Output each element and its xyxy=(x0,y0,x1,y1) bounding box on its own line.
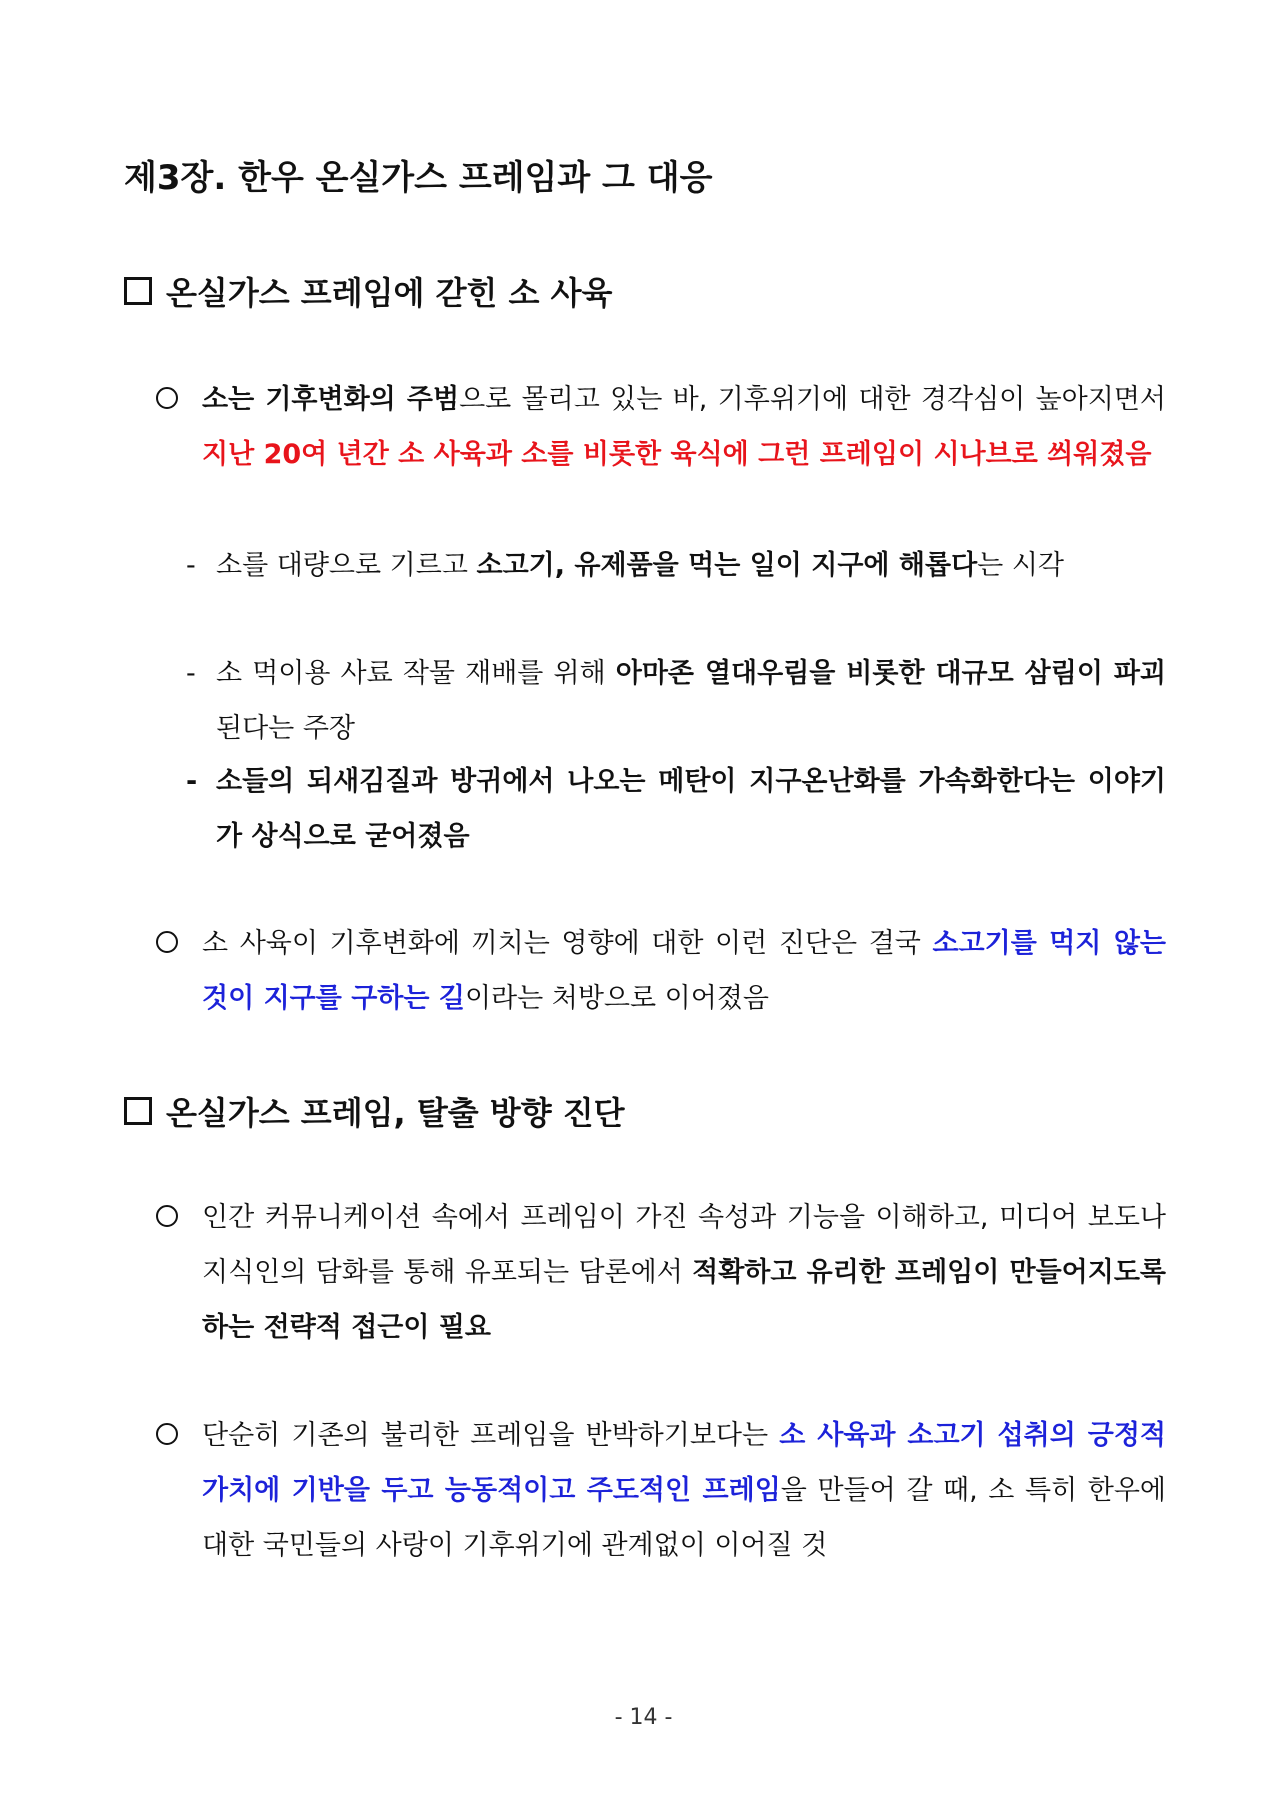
emphasis-red: 지난 20여 년간 소 사육과 소를 비롯한 육식에 그런 프레임이 시나브로 씌워졌음 xyxy=(202,439,1152,470)
plain-text: 을 만들어 갈 때, 소 특히 한우에 대한 국민들의 사랑이 기후위기에 관계없이 이어질 것 xyxy=(202,1475,1167,1561)
chapter-title: 제3장. 한우 온실가스 프레임과 그 대응 xyxy=(124,158,713,198)
circle-bullet-icon xyxy=(156,931,178,953)
plain-text: 이라는 처방으로 이어졌음 xyxy=(464,983,770,1014)
dash-paragraph xyxy=(186,538,1166,593)
emphasis-blue: 소 사육과 소고기 섭취의 긍정적 가치에 기반을 두고 능동적이고 주도적인 프레임 xyxy=(202,1420,1166,1506)
dash-icon: - xyxy=(186,550,196,581)
emphasis-bold: 적확하고 유리한 프레임이 만들어지도록 하는 전략적 접근이 필요 xyxy=(202,1257,1167,1343)
emphasis-blue: 소고기를 먹지 않는 것이 지구를 구하는 길 xyxy=(202,928,1166,1014)
bullet-text xyxy=(202,1408,1166,1573)
dash-text xyxy=(216,538,1166,593)
dash-text xyxy=(216,754,1166,864)
section-heading-2 xyxy=(124,1088,625,1134)
emphasis-bold: 소는 기후변화의 주범 xyxy=(202,384,460,415)
plain-text: 인간 커뮤니케이션 속에서 프레임이 가진 속성과 기능을 이해하고, 미디어 보도나 지식인의 담화를 통해 유포되는 담론에서 xyxy=(202,1202,1166,1288)
emphasis-bold: 아마존 열대우림을 비롯한 대규모 삼림이 파괴 xyxy=(615,658,1166,689)
circle-bullet-icon xyxy=(156,387,178,409)
bullet-paragraph xyxy=(156,916,1166,1026)
square-box-icon xyxy=(124,277,152,305)
dash-text xyxy=(216,646,1166,756)
dash-paragraph xyxy=(186,646,1166,756)
plain-text: 으로 몰리고 있는 바, 기후위기에 대한 경각심이 높아지면서 xyxy=(459,384,1166,415)
section-heading-text: 온실가스 프레임, 탈출 방향 진단 xyxy=(166,1094,625,1132)
circle-bullet-icon xyxy=(156,1423,178,1445)
plain-text: 소를 대량으로 기르고 xyxy=(216,550,477,581)
dash-icon: - xyxy=(186,766,198,797)
bullet-text xyxy=(202,1190,1166,1355)
section-heading-1 xyxy=(124,268,612,314)
plain-text: 는 시각 xyxy=(977,550,1064,581)
bullet-text xyxy=(202,916,1166,1026)
plain-text: 단순히 기존의 불리한 프레임을 반박하기보다는 xyxy=(202,1420,780,1451)
section-heading-text: 온실가스 프레임에 갇힌 소 사육 xyxy=(166,274,613,312)
bullet-paragraph xyxy=(156,1190,1166,1355)
dash-icon: - xyxy=(186,658,196,689)
plain-text: 된다는 주장 xyxy=(216,713,355,744)
bullet-text xyxy=(202,372,1166,482)
emphasis-bold: 소들의 되새김질과 방귀에서 나오는 메탄이 지구온난화를 가속화한다는 이야기가 상식으로 굳어졌음 xyxy=(216,766,1166,852)
plain-text: 소 사육이 기후변화에 끼치는 영향에 대한 이런 진단은 결국 xyxy=(202,928,933,959)
square-box-icon xyxy=(124,1097,152,1125)
page-number: - 14 - xyxy=(614,1705,673,1730)
bullet-paragraph xyxy=(156,372,1166,482)
bullet-paragraph xyxy=(156,1408,1166,1573)
emphasis-bold: 소고기, 유제품을 먹는 일이 지구에 해롭다 xyxy=(476,550,978,581)
plain-text: 소 먹이용 사료 작물 재배를 위해 xyxy=(216,658,616,689)
dash-paragraph xyxy=(186,754,1166,864)
circle-bullet-icon xyxy=(156,1205,178,1227)
